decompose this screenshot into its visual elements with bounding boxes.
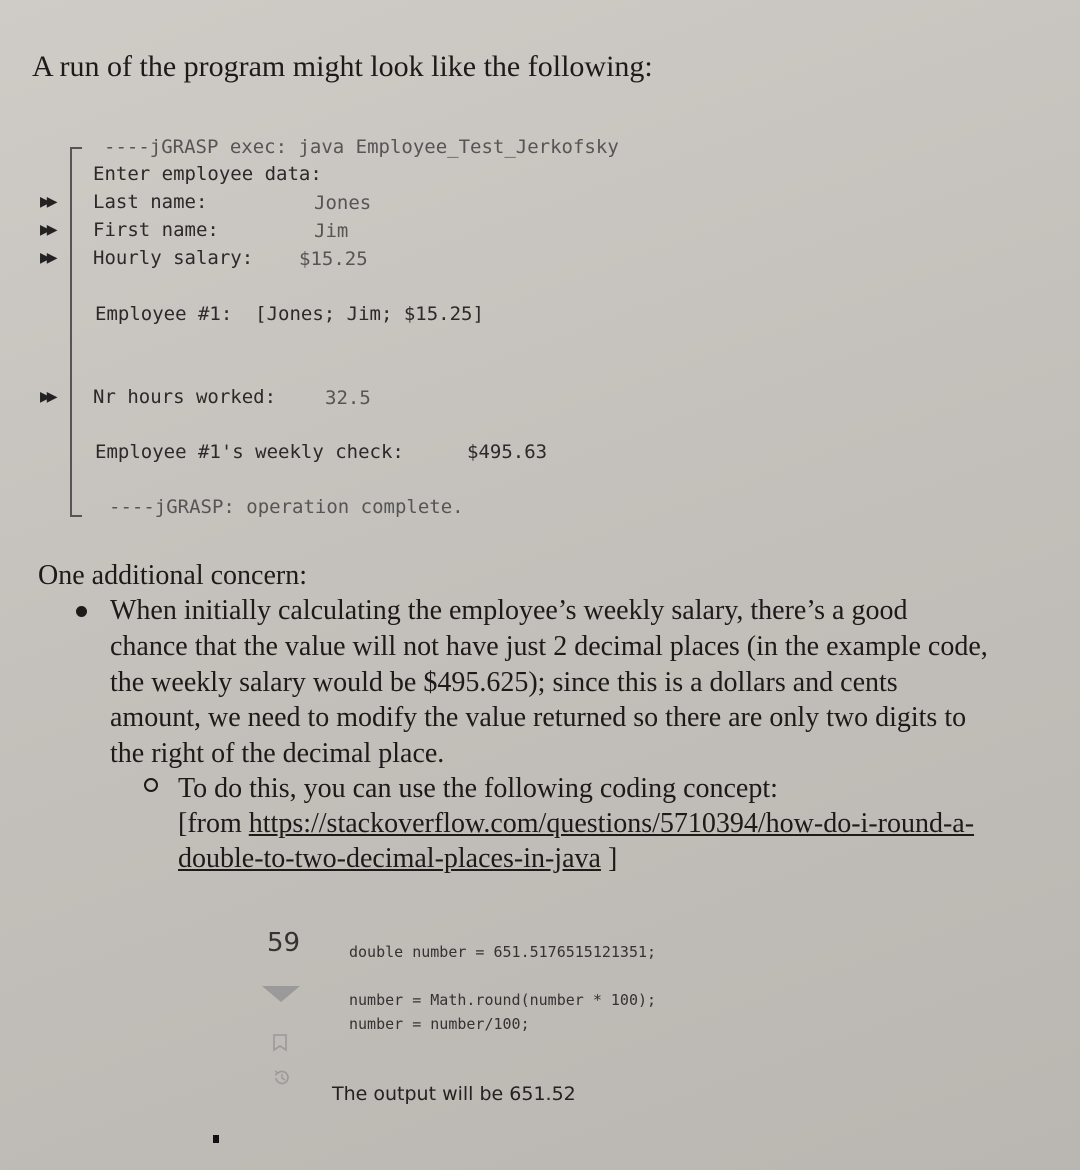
intro-text: A run of the program might look like the following:	[32, 50, 653, 83]
first-name-value: Jim	[314, 220, 349, 242]
code-line: double number = 651.5176515121351;	[349, 943, 657, 961]
salary-value: $15.25	[299, 248, 368, 270]
salary-label: Hourly salary:	[93, 247, 254, 269]
employee-line: Employee #1: [Jones; Jim; $15.25]	[95, 303, 484, 325]
line-number: 59	[267, 928, 301, 958]
hours-value: 32.5	[325, 387, 371, 409]
sub-bullet-icon	[144, 778, 158, 792]
collapse-triangle-icon[interactable]	[262, 986, 300, 1002]
check-line-value: $495.63	[467, 441, 548, 463]
citation-prefix: [from	[178, 808, 249, 839]
sub-bullet-text: To do this, you can use the following coding concept:	[178, 773, 778, 804]
code-line: number = Math.round(number * 100);	[349, 991, 657, 1009]
stackoverflow-link-cont[interactable]: double-to-two-decimal-places-in-java	[178, 843, 601, 874]
bullet-line: When initially calculating the employee’s weekly salary, there’s a good	[110, 595, 908, 626]
bullet-line: the weekly salary would be $495.625); since this is a dollars and cents	[110, 667, 898, 698]
square-mark	[213, 1135, 219, 1143]
bullet-line: amount, we need to modify the value returned so there are only two digits to	[110, 702, 967, 733]
console-footer: ----jGRASP: operation complete.	[109, 496, 464, 518]
input-arrow-icon: ▶▶	[40, 223, 54, 238]
input-arrow-icon: ▶▶	[40, 390, 54, 405]
bookmark-icon[interactable]	[272, 1034, 288, 1052]
console-prompt: Enter employee data:	[93, 163, 322, 185]
console-bracket	[70, 147, 82, 517]
input-arrow-icon: ▶▶	[40, 195, 54, 210]
stackoverflow-link[interactable]: https://stackoverflow.com/questions/5710394/how-do-i-round-a-	[248, 808, 975, 839]
bullet-icon	[76, 606, 87, 617]
history-icon[interactable]	[272, 1068, 292, 1088]
first-name-label: First name:	[93, 219, 219, 241]
check-line-label: Employee #1's weekly check:	[95, 441, 404, 463]
code-line: number = number/100;	[349, 1015, 530, 1033]
source-citation-line1	[178, 808, 974, 840]
bullet-line: the right of the decimal place.	[110, 738, 445, 769]
concern-heading: One additional concern:	[38, 560, 308, 591]
citation-suffix: ]	[600, 843, 618, 874]
last-name-label: Last name:	[93, 191, 208, 213]
output-text: The output will be 651.52	[332, 1083, 576, 1105]
console-header: ----jGRASP exec: java Employee_Test_Jerkofsky	[104, 136, 619, 158]
bullet-line: chance that the value will not have just 2 decimal places (in the example code,	[110, 631, 988, 662]
last-name-value: Jones	[314, 192, 372, 214]
input-arrow-icon: ▶▶	[40, 251, 54, 266]
source-citation-line2	[178, 843, 617, 875]
hours-label: Nr hours worked:	[93, 386, 277, 408]
